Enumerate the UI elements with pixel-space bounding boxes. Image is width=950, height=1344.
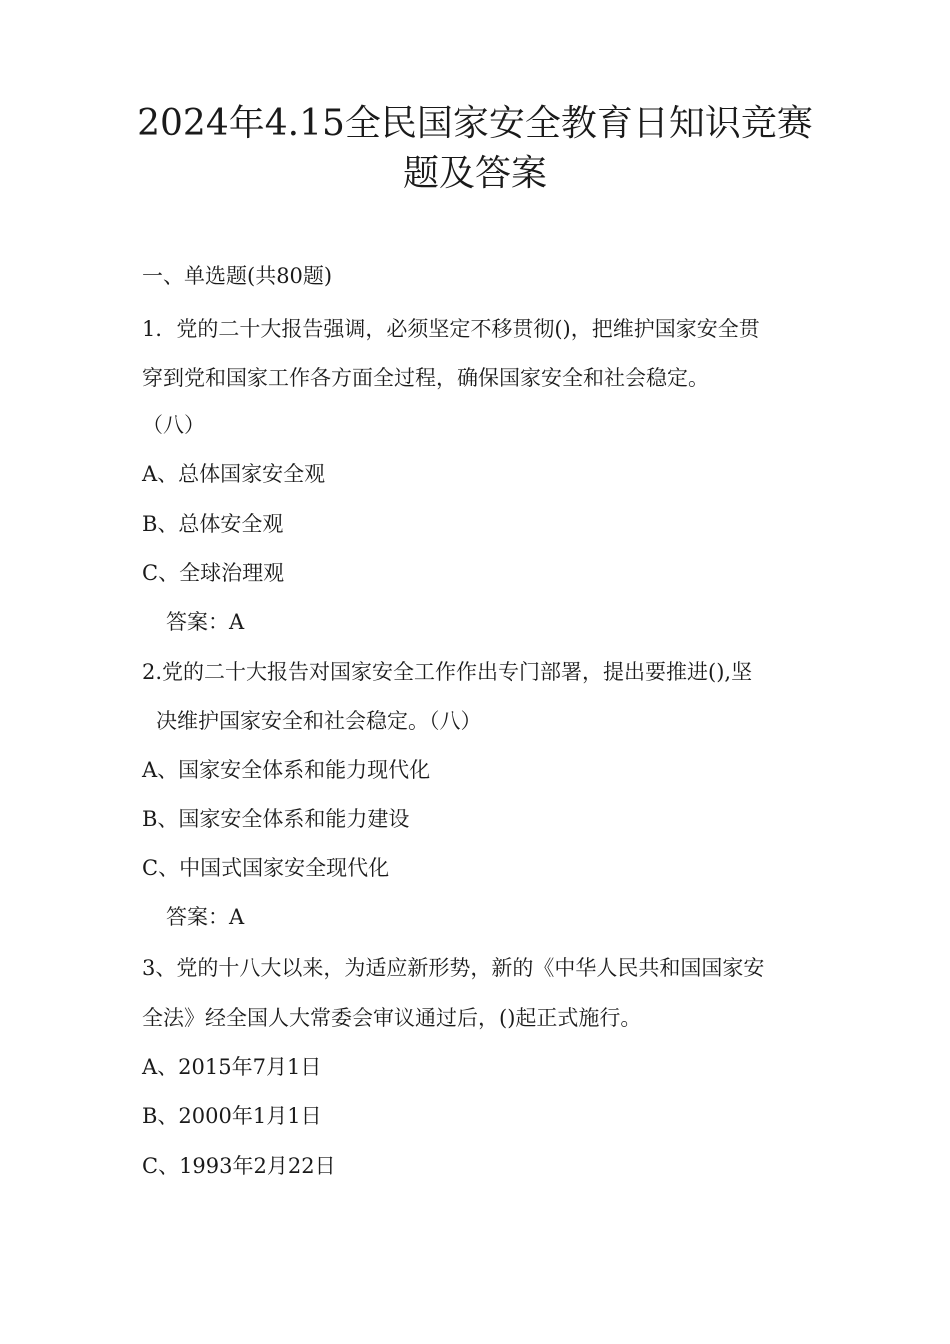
question-2-text-line-2: 决维护国家安全和社会稳定。（八） [156,709,482,733]
question-1-option-b: B、总体安全观 [142,512,284,536]
question-2-option-c: C、中国式国家安全现代化 [142,856,390,880]
section-heading: 一、单选题(共80题) [142,264,333,288]
question-2-answer: 答案：A [166,905,245,929]
question-1-option-c: C、全球治理观 [142,561,285,585]
question-1-answer: 答案：A [166,610,245,634]
question-3-text-line-2: 全法》经全国人大常委会审议通过后，()起正式施行。 [142,1006,642,1030]
question-3-option-a: A、2015年7月1日 [142,1055,322,1079]
document-title-line-1: 2024年4.15全民国家安全教育日知识竞赛 [137,103,813,144]
question-1-text-line-2: 穿到党和国家工作各方面全过程，确保国家安全和社会稳定。 [142,366,709,390]
question-1-option-a: A、总体国家安全观 [142,462,326,486]
question-3-option-b: B、2000年1月1日 [142,1104,322,1128]
question-1-mark: （八） [142,413,205,437]
question-3-option-c: C、1993年2月22日 [142,1154,336,1178]
question-1-text-line-1: 1．党的二十大报告强调，必须坚定不移贯彻()，把维护国家安全贯 [142,317,760,341]
question-3-text-line-1: 3、党的十八大以来，为适应新形势，新的《中华人民共和国国家安 [142,956,765,980]
question-2-text-line-1: 2.党的二十大报告对国家安全工作作出专门部署，提出要推进(),坚 [142,660,753,684]
question-2-option-a: A、国家安全体系和能力现代化 [142,758,431,782]
question-2-option-b: B、国家安全体系和能力建设 [142,807,410,831]
document-title-line-2: 题及答案 [402,153,547,194]
